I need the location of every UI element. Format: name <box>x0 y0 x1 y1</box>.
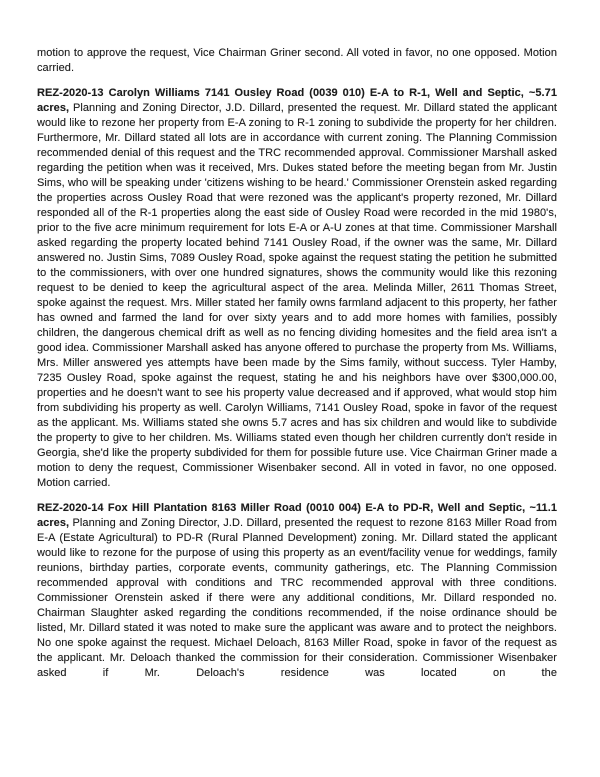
paragraph-motion-carried <box>37 46 557 76</box>
paragraph-text: Planning and Zoning Director, J.D. Dillard, presented the request to rezone 8163 Miller Road from E-A (Estate Agricultural) to PD-R (Rural Planned Development) zoning. Mr. Dillard stated the applicant would like to rezone for the purpose of using this property as an event/facility venue for weddings, family reunions, birthday parties, corporate events, community gatherings, etc. The Planning Commission recommended approval with conditions and TRC recommended approval with three conditions. Commissioner Orenstein asked if there were any additional conditions, Mr. Dillard responded no. Chairman Slaughter asked regarding the conditions recommended, if the noise ordinance should be listed, Mr. Dillard stated it was noted to make sure the applicant was aware and to protect the neighbors. No one spoke against the request. Michael Deloach, 8163 Miller Road, spoke in favor of the request as the applicant. Mr. Deloach thanked the commission for their consideration. Commissioner Wisenbaker asked if Mr. Deloach's residence was located on the <box>37 517 557 679</box>
paragraph-text: motion to approve the request, Vice Chairman Griner second. All voted in favor, no one opposed. Motion carried. <box>37 47 557 74</box>
paragraph-rez-2020-13 <box>37 86 557 491</box>
case-heading-rez-2020-13: REZ-2020-13 Carolyn Williams 7141 Ousley Road (0039 010) E-A to R-1, Well and Septic, ~5.71 acres, <box>37 87 557 114</box>
paragraph-rez-2020-14 <box>37 501 557 681</box>
case-heading-rez-2020-14: REZ-2020-14 Fox Hill Plantation 8163 Miller Road (0010 004) E-A to PD-R, Well and Septic, ~11.1 acres, <box>37 502 557 529</box>
paragraph-text: Planning and Zoning Director, J.D. Dillard, presented the request. Mr. Dillard stated the applicant would like to rezone her property from E-A zoning to R-1 zoning to subdivide the property for her children. Furthermore, Mr. Dillard stated all lots are in accordance with current zoning. The Planning Commission recommended denial of this request and the TRC recommended approval. Commissioner Marshall asked regarding the petition when was it received, Mrs. Dukes stated before the meeting began from Mr. Justin Sims, who will be speaking under 'citizens wishing to be heard.' Commissioner Orenstein asked regarding the properties across Ousley Road that were rezoned was the applicant's property rezoned, Mr. Dillard responded all of the R-1 properties along the east side of Ousley Road were recorded in the mid 1980's, prior to the five acre minimum requirement for lots E-A or A-U zones at that time. Commissioner Marshall asked regarding the property located behind 7141 Ousley Road, if the owner was the same, Mr. Dillard answered no. Justin Sims, 7089 Ousley Road, spoke against the request stating the petition he submitted to the commissioners, with over one hundred signatures, shows the community would like this rezoning request to be denied to keep the agricultural aspect of the area. Melinda Miller, 2611 Thomas Street, spoke against the request. Mrs. Miller stated her family owns farmland adjacent to this property, her father has owned and farmed the land for over sixty years and to add more homes with families, possibly children, the dangerous chemical drift as well as no fencing dividing homesites and the field area isn't a good idea. Commissioner Marshall asked has anyone offered to purchase the property from Ms. Williams, Mrs. Miller answered yes attempts have been made by the Sims family, without success. Tyler Hamby, 7235 Ousley Road, spoke against the request, stating he and his neighbors have over $300,000.00, properties and he doesn't want to see his property value decreased and if approved, what would stop him from subdividing his property as well. Carolyn Williams, 7141 Ousley Road, spoke in favor of the request as the applicant. Ms. Williams stated she owns 5.7 acres and has six children and would like to subdivide the property to give to her children. Ms. Williams stated even though her children currently don't reside in Georgia, she'd like the property subdivided for them for possible future use. Vice Chairman Griner made a motion to deny the request, Commissioner Wisenbaker second. All in voted in favor, no one opposed. Motion carried. <box>37 102 557 489</box>
